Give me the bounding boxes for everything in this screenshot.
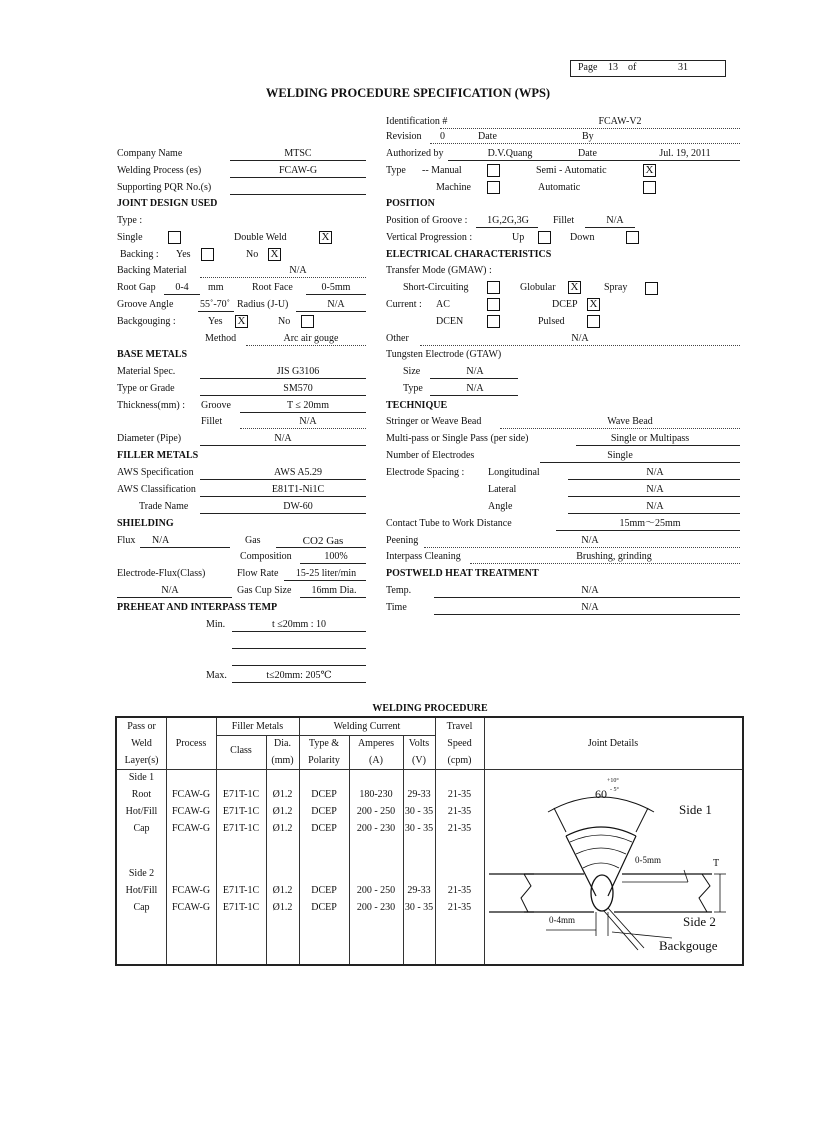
table-divider — [166, 718, 167, 964]
cup-label: Gas Cup Size — [237, 585, 292, 596]
revision-by-label: By — [582, 131, 594, 142]
longitudinal-label: Longitudinal — [488, 467, 540, 478]
thickness-groove-line — [240, 412, 366, 413]
ac-checkbox[interactable] — [487, 298, 500, 311]
shielding-heading: SHIELDING — [117, 518, 174, 529]
sketch-face: 0-5mm — [635, 855, 661, 865]
lateral-value: N/A — [646, 484, 664, 495]
authorized-date-label: Date — [578, 148, 597, 159]
tungsten-type-value: N/A — [466, 383, 484, 394]
company-line — [230, 160, 366, 161]
company-value: MTSC — [284, 148, 312, 159]
angle-value: N/A — [646, 501, 664, 512]
stringer-line — [500, 428, 740, 429]
joint-heading: JOINT DESIGN USED — [117, 198, 218, 209]
hdr-travel-2: Speed — [447, 738, 472, 749]
hdr-volts-1: Volts — [408, 738, 430, 749]
type-automatic-checkbox[interactable] — [643, 181, 656, 194]
hdr-pass-2: Weld — [131, 738, 152, 749]
side2-label: Side 2 — [128, 868, 155, 879]
cell-volts: 29-33 — [407, 885, 431, 896]
hdr-dia-2: (mm) — [271, 755, 294, 766]
flow-value: 15-25 liter/min — [295, 568, 357, 579]
revision-value: 0 — [440, 131, 445, 142]
type-label: Type — [386, 165, 406, 176]
preheat-max-line — [232, 682, 366, 683]
backing-material-line — [200, 277, 366, 278]
fillet-position-label: Fillet — [553, 215, 575, 226]
base-grade-label: Type or Grade — [117, 383, 175, 394]
flux-line — [140, 547, 230, 548]
cell-class: E71T-1C — [222, 806, 260, 817]
aws-class-value: E81T1-Ni1C — [271, 484, 325, 495]
type-manual-checkbox[interactable] — [487, 164, 500, 177]
company-label: Company Name — [117, 148, 183, 159]
pwht-time-line — [434, 614, 740, 615]
backing-material-value: N/A — [289, 265, 307, 276]
short-circuit-checkbox[interactable] — [487, 281, 500, 294]
contact-line — [556, 530, 740, 531]
sketch-side1: Side 1 — [679, 802, 712, 817]
cell-class: E71T-1C — [222, 902, 260, 913]
root-face-value: 0-5mm — [321, 282, 351, 293]
cup-value: 16mm Dia. — [311, 585, 357, 596]
multipass-value: Single or Multipass — [610, 433, 690, 444]
authorized-date-value: Jul. 19, 2011 — [659, 148, 711, 159]
thickness-label: Thickness(mm) : — [117, 400, 186, 411]
groove-position-line — [476, 227, 538, 228]
preheat-min-line — [232, 631, 366, 632]
cell-dia: Ø1.2 — [272, 823, 293, 834]
longitudinal-line — [568, 479, 740, 480]
hdr-filler: Filler Metals — [231, 721, 284, 732]
trade-name-line — [200, 513, 366, 514]
cell-polarity: DCEP — [311, 902, 337, 913]
cell-travel: 21-35 — [447, 823, 472, 834]
hdr-travel-1: Travel — [446, 721, 473, 732]
composition-value: 100% — [324, 551, 348, 562]
dcen-checkbox[interactable] — [487, 315, 500, 328]
sketch-gap: 0-4mm — [549, 915, 575, 925]
peening-value: N/A — [581, 535, 599, 546]
hdr-amps-2: (A) — [369, 755, 383, 766]
backgouging-no-checkbox[interactable] — [301, 315, 314, 328]
cell-travel: 21-35 — [447, 885, 472, 896]
hdr-pass-3: Layer(s) — [124, 755, 159, 766]
type-semi-checkbox[interactable]: X — [643, 164, 656, 177]
flux-label: Flux — [117, 535, 136, 546]
joint-sketch — [484, 770, 742, 964]
joint-double-label: Double Weld — [234, 232, 287, 243]
contact-label: Contact Tube to Work Distance — [386, 518, 512, 529]
other-label: Other — [386, 333, 409, 344]
base-spec-value: JIS G3106 — [276, 366, 320, 377]
base-grade-value: SM570 — [283, 383, 313, 394]
base-heading: BASE METALS — [117, 349, 188, 360]
sketch-tol-minus: - 5° — [610, 787, 619, 793]
method-line — [246, 345, 366, 346]
identification-value: FCAW-V2 — [598, 116, 642, 127]
root-gap-unit: mm — [208, 282, 224, 293]
flow-label: Flow Rate — [237, 568, 279, 579]
pulsed-label: Pulsed — [538, 316, 565, 327]
vertical-down-checkbox[interactable] — [626, 231, 639, 244]
cell-dia: Ø1.2 — [272, 789, 293, 800]
other-value: N/A — [571, 333, 589, 344]
cell-amperes: 200 - 250 — [356, 806, 396, 817]
cell-amperes: 200 - 230 — [356, 902, 396, 913]
cell-amperes: 180-230 — [359, 789, 393, 800]
revision-line — [430, 143, 740, 144]
sketch-t: T — [713, 858, 720, 869]
tungsten-size-line — [430, 378, 518, 379]
joint-double-checkbox[interactable]: X — [319, 231, 332, 244]
method-label: Method — [205, 333, 237, 344]
cell-travel: 21-35 — [447, 806, 472, 817]
page-of-label: of — [628, 62, 637, 73]
identification-line — [440, 128, 740, 129]
cell-layer: Cap — [133, 902, 150, 913]
pqr-line — [230, 194, 366, 195]
base-spec-line — [200, 378, 366, 379]
short-circuit-label: Short-Circuiting — [403, 282, 469, 293]
hdr-type-2: Polarity — [308, 755, 340, 766]
identification-label: Identification # — [386, 116, 448, 127]
gas-value: CO2 Gas — [302, 535, 344, 547]
pwht-time-value: N/A — [581, 602, 599, 613]
tungsten-type-line — [430, 395, 518, 396]
aws-spec-label: AWS Specification — [117, 467, 194, 478]
multipass-label: Multi-pass or Single Pass (per side) — [386, 433, 529, 444]
preheat-min-value: t ≤20mm : 10 — [271, 619, 327, 630]
sketch-angle: 60 — [595, 787, 607, 801]
pwht-temp-value: N/A — [581, 585, 599, 596]
backing-material-label: Backing Material — [117, 265, 187, 276]
peening-line — [424, 547, 740, 548]
cell-travel: 21-35 — [447, 789, 472, 800]
procedure-table — [115, 716, 744, 966]
position-heading: POSITION — [386, 198, 435, 209]
aws-class-line — [200, 496, 366, 497]
cell-process: FCAW-G — [171, 806, 211, 817]
tungsten-type-label: Type — [403, 383, 423, 394]
dcen-label: DCEN — [436, 316, 464, 327]
composition-label: Composition — [240, 551, 292, 562]
hdr-volts-2: (V) — [412, 755, 426, 766]
thickness-groove-label: Groove — [201, 400, 231, 411]
revision-label: Revision — [386, 131, 422, 142]
hdr-type-1: Type & — [308, 738, 340, 749]
flux-value: N/A — [152, 535, 170, 546]
hdr-process: Process — [175, 738, 207, 749]
radius-line — [296, 311, 366, 312]
thickness-fillet-label: Fillet — [201, 416, 223, 427]
base-grade-line — [200, 395, 366, 396]
root-gap-line — [164, 294, 200, 295]
table-divider — [216, 735, 435, 736]
hdr-pass-1: Pass or — [127, 721, 156, 732]
efclass-label: Electrode-Flux(Class) — [117, 568, 206, 579]
cell-dia: Ø1.2 — [272, 902, 293, 913]
cell-layer: Cap — [133, 823, 150, 834]
hdr-amps-1: Amperes — [357, 738, 395, 749]
cup-line — [300, 597, 366, 598]
groove-angle-label: Groove Angle — [117, 299, 174, 310]
diameter-label: Diameter (Pipe) — [117, 433, 182, 444]
cell-polarity: DCEP — [311, 789, 337, 800]
globular-label: Globular — [520, 282, 556, 293]
cell-class: E71T-1C — [222, 789, 260, 800]
diameter-line — [200, 445, 366, 446]
angle-line — [568, 513, 740, 514]
backgouging-no-label: No — [278, 316, 291, 327]
vertical-up-checkbox[interactable] — [538, 231, 551, 244]
preheat-min-label: Min. — [206, 619, 226, 630]
diameter-value: N/A — [274, 433, 292, 444]
joint-single-checkbox[interactable] — [168, 231, 181, 244]
backgouging-yes-label: Yes — [208, 316, 223, 327]
cell-polarity: DCEP — [311, 823, 337, 834]
lateral-line — [568, 496, 740, 497]
cell-layer: Hot/Fill — [125, 806, 158, 817]
cell-volts: 29-33 — [407, 789, 431, 800]
side1-label: Side 1 — [128, 772, 155, 783]
root-gap-label: Root Gap — [117, 282, 156, 293]
electrodes-line — [540, 462, 740, 463]
pwht-heading: POSTWELD HEAT TREATMENT — [386, 568, 539, 579]
hdr-dia-1: Dia. — [274, 738, 291, 749]
backing-label: Backing : — [120, 249, 159, 260]
other-line — [420, 345, 740, 346]
root-gap-value: 0-4 — [175, 282, 189, 293]
revision-date-label: Date — [478, 131, 497, 142]
cell-volts: 30 - 35 — [404, 902, 434, 913]
vertical-label: Vertical Progression : — [386, 232, 473, 243]
thickness-groove-value: T ≤ 20mm — [287, 400, 329, 411]
cell-polarity: DCEP — [311, 806, 337, 817]
interpass-line — [470, 563, 740, 564]
preheat-blank-line-1 — [232, 648, 366, 649]
trade-name-value: DW-60 — [283, 501, 313, 512]
flow-line — [284, 580, 366, 581]
stringer-label: Stringer or Weave Bead — [386, 416, 482, 427]
sketch-tol-plus: +10° — [607, 778, 619, 784]
pwht-temp-line — [434, 597, 740, 598]
thickness-fillet-value: N/A — [299, 416, 317, 427]
transfer-label: Transfer Mode (GMAW) : — [386, 265, 492, 276]
ac-label: AC — [436, 299, 450, 310]
cell-amperes: 200 - 230 — [356, 823, 396, 834]
groove-angle-value: 55˚-70˚ — [200, 299, 230, 310]
interpass-value: Brushing, grinding — [576, 551, 652, 562]
type-manual-label: -- Manual — [422, 165, 462, 176]
cell-process: FCAW-G — [171, 902, 211, 913]
cell-volts: 30 - 35 — [404, 806, 434, 817]
procedure-title: WELDING PROCEDURE — [372, 703, 488, 714]
root-face-label: Root Face — [252, 282, 293, 293]
fillet-position-value: N/A — [606, 215, 624, 226]
aws-spec-line — [200, 479, 366, 480]
cell-dia: Ø1.2 — [272, 885, 293, 896]
cell-class: E71T-1C — [222, 823, 260, 834]
hdr-class: Class — [230, 745, 252, 756]
type-machine-label: Machine — [436, 182, 471, 193]
cell-volts: 30 - 35 — [404, 823, 434, 834]
filler-heading: FILLER METALS — [117, 450, 199, 461]
peening-label: Peening — [386, 535, 419, 546]
dcep-checkbox[interactable]: X — [587, 298, 600, 311]
pwht-time-label: Time — [386, 602, 407, 613]
authorized-value: D.V.Quang — [487, 148, 533, 159]
spray-label: Spray — [604, 282, 628, 293]
aws-spec-value: AWS A5.29 — [273, 467, 323, 478]
page-number: 13 — [608, 62, 618, 73]
groove-position-value: 1G,2G,3G — [487, 215, 529, 226]
electrical-heading: ELECTRICAL CHARACTERISTICS — [386, 249, 552, 260]
gas-label: Gas — [245, 535, 261, 546]
backgouging-label: Backgouging : — [117, 316, 176, 327]
technique-heading: TECHNIQUE — [386, 400, 448, 411]
joint-single-label: Single — [117, 232, 143, 243]
type-machine-checkbox[interactable] — [487, 181, 500, 194]
longitudinal-value: N/A — [646, 467, 664, 478]
joint-type-label: Type : — [117, 215, 143, 226]
vertical-down-label: Down — [570, 232, 595, 243]
hdr-welding-current: Welding Current — [333, 721, 401, 732]
cell-process: FCAW-G — [171, 789, 211, 800]
multipass-line — [576, 445, 740, 446]
efclass-line — [117, 597, 232, 598]
cell-process: FCAW-G — [171, 885, 211, 896]
base-spec-label: Material Spec. — [117, 366, 176, 377]
pwht-temp-label: Temp. — [386, 585, 412, 596]
preheat-blank-line-2 — [232, 665, 366, 666]
cell-polarity: DCEP — [311, 885, 337, 896]
radius-value: N/A — [327, 299, 345, 310]
backing-yes-checkbox[interactable] — [201, 248, 214, 261]
tungsten-size-label: Size — [403, 366, 421, 377]
dcep-label: DCEP — [552, 299, 578, 310]
hdr-travel-3: (cpm) — [447, 755, 472, 766]
preheat-heading: PREHEAT AND INTERPASS TEMP — [117, 602, 278, 613]
composition-line — [300, 563, 366, 564]
interpass-label: Interpass Cleaning — [386, 551, 461, 562]
vertical-up-label: Up — [512, 232, 525, 243]
gas-line — [276, 547, 366, 548]
backing-yes-label: Yes — [176, 249, 191, 260]
tungsten-size-value: N/A — [466, 366, 484, 377]
lateral-label: Lateral — [488, 484, 517, 495]
sketch-backgouge: Backgouge — [659, 938, 718, 953]
cell-process: FCAW-G — [171, 823, 211, 834]
root-face-line — [306, 294, 366, 295]
angle-label: Angle — [488, 501, 513, 512]
current-label: Current : — [386, 299, 422, 310]
page-label: Page — [578, 62, 598, 73]
cell-amperes: 200 - 250 — [356, 885, 396, 896]
cell-dia: Ø1.2 — [272, 806, 293, 817]
groove-angle-line — [198, 311, 234, 312]
pqr-label: Supporting PQR No.(s) — [117, 182, 212, 193]
fillet-position-line — [585, 227, 635, 228]
cell-layer: Hot/Fill — [125, 885, 158, 896]
hdr-joint-details: Joint Details — [587, 738, 639, 749]
globular-checkbox[interactable]: X — [568, 281, 581, 294]
contact-value: 15mm〜25mm — [619, 518, 681, 529]
aws-class-label: AWS Classification — [117, 484, 196, 495]
type-semi-label: Semi - Automatic — [536, 165, 607, 176]
method-value: Arc air gouge — [283, 333, 339, 344]
process-value: FCAW-G — [278, 165, 318, 176]
authorized-label: Authorized by — [386, 148, 444, 159]
radius-label: Radius (J-U) — [237, 299, 289, 310]
sketch-side2: Side 2 — [683, 914, 716, 929]
spacing-label: Electrode Spacing : — [386, 467, 465, 478]
cell-class: E71T-1C — [222, 885, 260, 896]
stringer-value: Wave Bead — [607, 416, 653, 427]
preheat-max-value: t≤20mm: 205℃ — [266, 670, 332, 681]
process-label: Welding Process (es) — [117, 165, 202, 176]
trade-name-label: Trade Name — [139, 501, 189, 512]
document-title: WELDING PROCEDURE SPECIFICATION (WPS) — [265, 86, 551, 100]
electrodes-value: Single — [607, 450, 633, 461]
groove-position-label: Position of Groove : — [386, 215, 468, 226]
cell-layer: Root — [131, 789, 152, 800]
process-line — [230, 177, 366, 178]
tungsten-label: Tungsten Electrode (GTAW) — [386, 349, 502, 360]
authorized-line — [448, 160, 740, 161]
backing-no-checkbox[interactable]: X — [268, 248, 281, 261]
cell-travel: 21-35 — [447, 902, 472, 913]
backing-no-label: No — [246, 249, 259, 260]
preheat-max-label: Max. — [206, 670, 227, 681]
thickness-fillet-line — [240, 428, 366, 429]
pulsed-checkbox[interactable] — [587, 315, 600, 328]
electrodes-label: Number of Electrodes — [386, 450, 475, 461]
spray-checkbox[interactable] — [645, 282, 658, 295]
backgouging-yes-checkbox[interactable]: X — [235, 315, 248, 328]
type-automatic-label: Automatic — [538, 182, 581, 193]
page-total: 31 — [678, 62, 688, 73]
efclass-value: N/A — [161, 585, 179, 596]
